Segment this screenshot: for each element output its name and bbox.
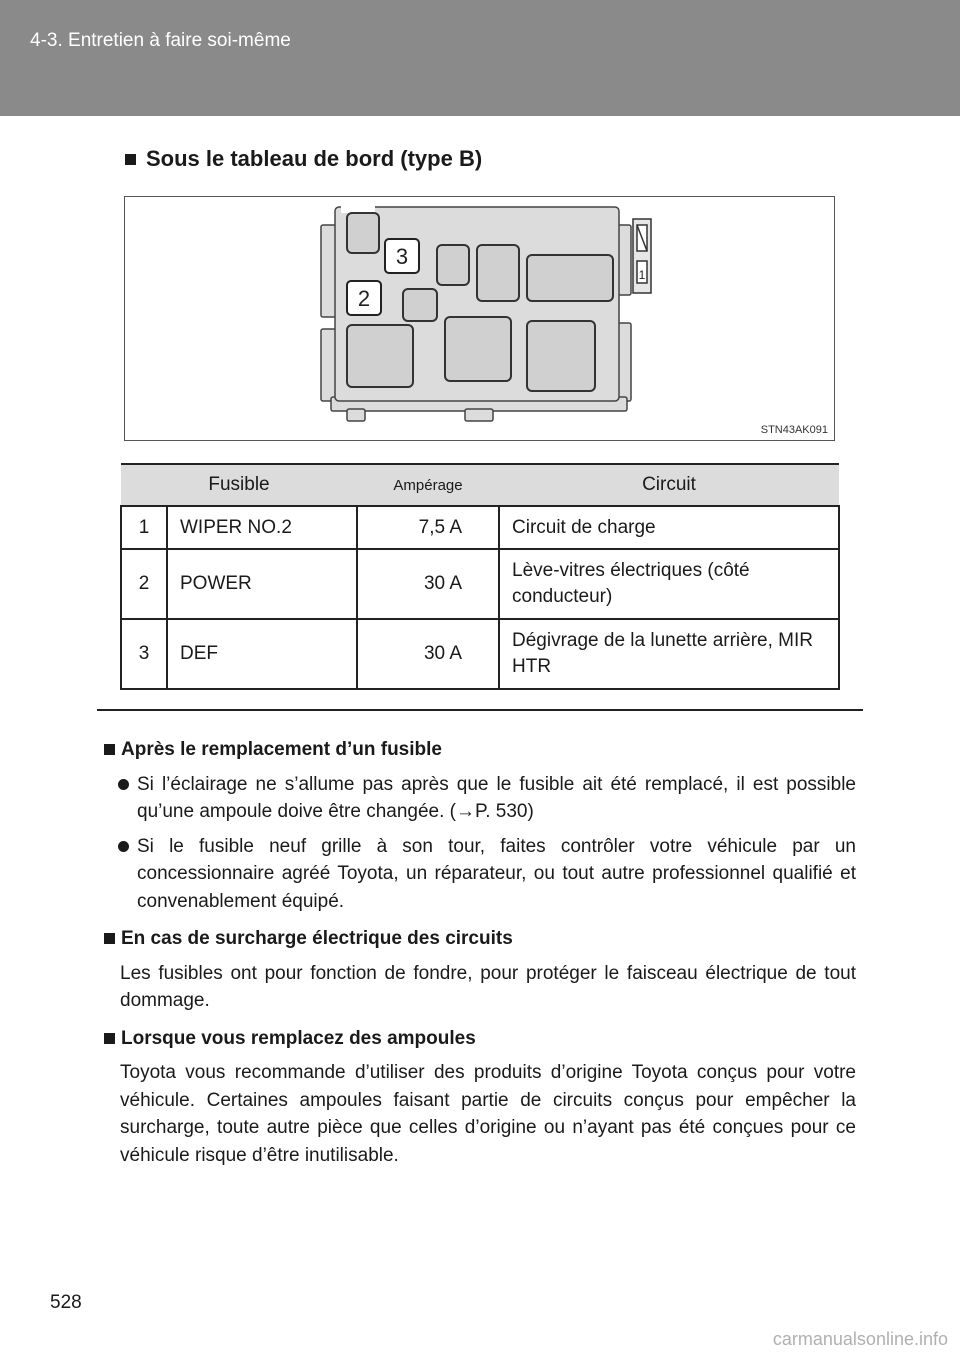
table-row: [121, 619, 839, 689]
callout-3: 3: [395, 244, 409, 269]
fuse-circuit: Lève-vitres électriques (côté conducteur): [499, 549, 839, 619]
fuse-box-figure: [124, 196, 835, 441]
fuse-amperage: 30 A: [357, 619, 499, 689]
section-divider: [97, 709, 863, 711]
round-bullet-icon: [118, 841, 129, 852]
note-heading: [104, 1025, 856, 1053]
note-heading-text: Après le remplacement d’un fusible: [121, 739, 442, 760]
callout-1: 1: [638, 268, 646, 282]
note-heading-text: En cas de surcharge électrique des circuits: [121, 928, 513, 949]
figure-code: STN43AK091: [760, 424, 828, 436]
fuse-circuit: Dégivrage de la lunette arrière, MIR HTR: [499, 619, 839, 689]
fuse-number: 1: [121, 506, 167, 549]
fuse-number: 3: [121, 619, 167, 689]
square-bullet-icon: [104, 933, 115, 944]
fuse-name: DEF: [167, 619, 357, 689]
square-bullet-icon: [104, 1033, 115, 1044]
fuse-amperage: 30 A: [357, 549, 499, 619]
header-circuit: Circuit: [499, 464, 839, 506]
note-heading: [104, 925, 856, 953]
notes-section: [104, 736, 856, 1169]
list-item: [118, 771, 856, 826]
chapter-title: 4-3. Entretien à faire soi-même: [30, 30, 291, 51]
table-row: [121, 506, 839, 549]
table-row: [121, 549, 839, 619]
round-bullet-icon: [118, 779, 129, 790]
page-header: [0, 0, 960, 116]
section-title: [125, 146, 482, 172]
square-bullet-icon: [104, 744, 115, 755]
page-number: 528: [50, 1292, 82, 1313]
fuse-name: POWER: [167, 549, 357, 619]
callout-2: 2: [357, 286, 371, 311]
note-paragraph: Toyota vous recommande d’utiliser des produits d’origine Toyota conçus pour votre véhicule. Certaines ampoules faisant partie de circuits conçus pour empêcher la surcharge, toute autre pièce que celles d’origine ou n’ayant pas été conçues pour ce véhicule risque d’être inutilisable.: [120, 1062, 856, 1166]
note-heading: [104, 736, 856, 764]
fuse-box-diagram: [125, 197, 833, 439]
fuse-amperage: 7,5 A: [357, 506, 499, 549]
header-amperage: Ampérage: [357, 464, 499, 506]
note-paragraph: Les fusibles ont pour fonction de fondre, pour protéger le faisceau électrique de tout dommage.: [120, 962, 856, 1011]
note-heading-text: Lorsque vous remplacez des ampoules: [121, 1027, 476, 1049]
watermark: carmanualsonline.info: [772, 1329, 948, 1349]
fuse-name: WIPER NO.2: [167, 506, 357, 549]
note-text: Si le fusible neuf grille à son tour, faites contrôler votre véhicule par un concessionnaire agréé Toyota, un réparateur, ou tout autre professionnel qualifié et convenablement équipé.: [137, 835, 856, 912]
list-item: [118, 833, 856, 916]
section-title-text: Sous le tableau de bord (type B): [146, 146, 483, 171]
fuse-circuit: Circuit de charge: [499, 506, 839, 549]
fuse-number: 2: [121, 549, 167, 619]
fuse-table: [120, 463, 840, 690]
header-fuse: Fusible: [121, 464, 357, 506]
square-bullet-icon: [125, 154, 136, 165]
table-header-row: [121, 464, 839, 506]
note-text: Si l’éclairage ne s’allume pas après que le fusible ait été remplacé, il est possible qu’une ampoule doive être changée. (→P. 530): [137, 773, 856, 822]
